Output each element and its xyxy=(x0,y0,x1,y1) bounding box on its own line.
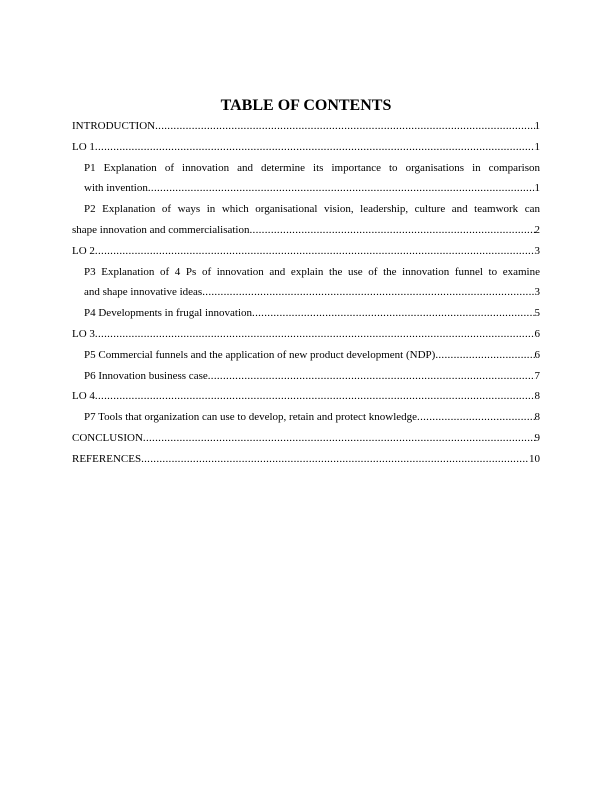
dot-leader xyxy=(155,116,534,137)
toc-entry-text: LO 4 xyxy=(72,390,95,403)
dot-leader xyxy=(95,241,535,262)
toc-entry-introduction[interactable] xyxy=(72,116,540,137)
toc-entry-lo2[interactable] xyxy=(72,241,540,262)
toc-entry-p7[interactable] xyxy=(72,407,540,428)
dot-leader xyxy=(252,303,534,324)
toc-entry-lo4[interactable] xyxy=(72,386,540,407)
dot-leader xyxy=(435,345,534,366)
toc-entry-conclusion[interactable] xyxy=(72,428,540,449)
toc-entry-p1[interactable] xyxy=(72,158,540,200)
toc-entry-text-line2: and shape innovative ideas xyxy=(84,286,203,299)
dot-leader xyxy=(417,407,534,428)
toc-page-number: 10 xyxy=(529,452,540,465)
toc-page-number: 7 xyxy=(534,369,540,382)
toc-page-number: 6 xyxy=(534,327,540,340)
toc-entry-p3[interactable] xyxy=(72,262,540,304)
toc-entry-text: REFERENCES xyxy=(72,452,142,465)
toc-entry-p4[interactable] xyxy=(72,303,540,324)
toc-entry-text: P6 Innovation business case xyxy=(84,369,208,382)
toc-entry-text: P5 Commercial funnels and the application of new product development (NDP) xyxy=(84,348,436,361)
toc-page-number: 1 xyxy=(534,140,540,153)
toc-page-number: 8 xyxy=(534,411,540,424)
toc-entry-lo3[interactable] xyxy=(72,324,540,345)
toc-entry-text-line1: P2 Explanation of ways in which organisational vision, leadership, culture and teamwork can xyxy=(84,203,540,216)
toc-entry-text: INTRODUCTION xyxy=(72,120,156,132)
dot-leader xyxy=(95,137,535,158)
toc-page-number: 3 xyxy=(534,244,540,257)
toc-page-number: 1 xyxy=(534,182,540,195)
toc-page-number: 8 xyxy=(534,390,540,403)
dot-leader xyxy=(249,220,534,241)
dot-leader xyxy=(143,428,535,449)
toc-entry-text-line2: shape innovation and commercialisation xyxy=(72,223,250,236)
toc-entry-text: LO 2 xyxy=(72,244,95,257)
toc-entry-text: LO 3 xyxy=(72,327,95,340)
dot-leader xyxy=(148,178,535,199)
toc-page-number: 5 xyxy=(534,307,540,320)
toc-entry-text-line1: P1 Explanation of innovation and determine its importance to organisations in comparison xyxy=(84,161,540,174)
toc-entry-p5[interactable] xyxy=(72,345,540,366)
toc-page-number: 6 xyxy=(534,348,540,361)
dot-leader xyxy=(95,386,535,407)
dot-leader xyxy=(208,366,535,387)
toc-title: TABLE OF CONTENTS xyxy=(220,97,392,114)
dot-leader xyxy=(141,449,529,470)
toc-entry-references[interactable] xyxy=(72,449,540,470)
toc-entry-p6[interactable] xyxy=(72,366,540,387)
dot-leader xyxy=(95,324,535,345)
toc-entry-text: CONCLUSION xyxy=(72,431,143,444)
toc-page-number: 3 xyxy=(534,286,540,299)
table-of-contents xyxy=(72,116,540,470)
toc-page-number: 1 xyxy=(534,120,540,132)
toc-entry-p2[interactable] xyxy=(72,199,540,241)
toc-entry-text: P4 Developments in frugal innovation xyxy=(84,307,253,320)
toc-page-number: 9 xyxy=(534,431,540,444)
toc-page-number: 2 xyxy=(534,223,540,236)
toc-entry-text-line2: with invention xyxy=(84,182,148,195)
toc-entry-text: P7 Tools that organization can use to develop, retain and protect knowledge xyxy=(84,411,418,424)
toc-entry-text-line1: P3 Explanation of 4 Ps of innovation and explain the use of the innovation funnel to examine xyxy=(84,265,540,278)
toc-entry-text: LO 1 xyxy=(72,140,95,153)
toc-entry-lo1[interactable] xyxy=(72,137,540,158)
dot-leader xyxy=(202,282,534,303)
